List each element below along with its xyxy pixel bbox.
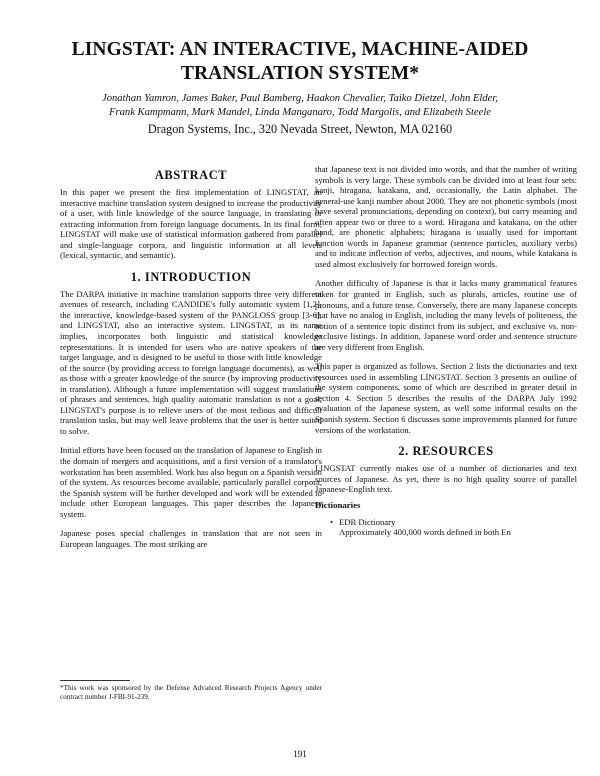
body-paragraph-3: This paper is organized as follows. Section 2 lists the dictionaries and text resources used in assembling LINGSTAT. Section 3 presents an outline of the system components, some of which are described in greater detail in section 4. Section 5 describes the results of the DARPA July 1992 evaluation of the Japanese system, as well some informal results on the Spanish system. Section 6 discusses some improvements planned for future versions of the workstation. (315, 361, 577, 435)
title-line-1: LINGSTAT: AN INTERACTIVE, MACHINE-AIDED (71, 39, 529, 60)
abstract-heading: ABSTRACT (154, 168, 228, 182)
bullet-icon: • (329, 516, 333, 527)
list-item (315, 517, 577, 528)
footnote: *This work was sponsored by the Defense Advanced Research Projects Agency under contract number J-FBI-91-239. (60, 684, 322, 701)
resources-heading: 2. RESOURCES (398, 444, 494, 459)
left-column (60, 168, 322, 549)
body-paragraph-2: Another difficulty of Japanese is that it lacks many grammatical features taken for granted in English, such as plurals, articles, routine use of pronouns, and a future tense. Conversely, there are many Japanese concepts that have no analog in English, including the many levels of politeness, the notion of a sentence topic distinct from its subject, and exclusive vs. non-exclusive listings. In addition, Japanese word order and sentence structure are very different from English. (315, 278, 577, 352)
authors-line-2: Frank Kampmann, Mark Mandel, Linda Manganaro, Todd Margolis, and Elizabeth Steele (109, 107, 491, 118)
affiliation: Dragon Systems, Inc., 320 Nevada Street, Newton, MA 02160 (147, 122, 453, 136)
resources-paragraph: LINGSTAT currently makes use of a number of dictionaries and text sources of Japanese. As yet, there is no high quality source of parallel Japanese-English text. (315, 463, 577, 495)
footnote-rule (60, 680, 130, 681)
paper-title (40, 38, 560, 86)
list-item-text: Approximately 400,000 words defined in both En (339, 527, 511, 538)
intro-paragraph-1: The DARPA initiative in machine translation supports three very different avenues of research, including CANDIDE's fully automatic system [1,2], the interactive, knowledge-based system of the PANGLOSS group [3-6], and LINGSTAT, also an interactive system. LINGSTAT, as its name implies, incorporates both linguistic and statistical knowledge representations. It is intended for users who are native speakers of the target language, and is designed to be useful to those with little knowledge of the source (by providing access to foreign language documents), as well as those with a greater knowledge of the source (by improving productivity in translation). Although a future implementation will suggest translations of phrases and sentences, high quality automatic translation is not a goal; LINGSTAT's purpose is to relieve users of the most tedious and difficult translation tasks, but may well leave problems that the user is better suited to solve. (60, 288, 322, 436)
intro-paragraph-2: Initial efforts have been focused on the translation of Japanese to English in the domain of mergers and acquisitions, and a first version of a translator's workstation has been assembled. Work has also begun on a Spanish version of the system. As resources become available, particularly parallel corpora, the Spanish system will be further developed and work will be extended to include other European languages. This paper describes the Japanese system. (60, 445, 322, 519)
body-paragraph-1: that Japanese text is not divided into words, and that the number of writing symbols is very large. These symbols can be divided into at least four sets: kanji, hiragana, katakana, and, occasionally, the Latin alphabet. The general-use kanji number about 2000. They are not phonetic symbols (most have several pronunciations, depending on context), but carry meaning and often appear two or three to a word. Hiragana and katakana, on the other hand, are phonetic alphabets; hiragana is usually used for important function words in Japanese grammar (sentence particles, auxiliary verbs) and to indicate inflection of verbs, adjectives, and nouns, while katakana is used almost exclusively for borrowed foreign words. (315, 164, 577, 269)
dictionaries-subheading: Dictionaries (315, 499, 361, 510)
author-list (40, 92, 560, 120)
title-line-2: TRANSLATION SYSTEM* (180, 63, 420, 84)
page-number: 191 (293, 749, 307, 759)
list-item-title: EDR Dictionary (339, 516, 396, 527)
intro-paragraph-3: Japanese poses special challenges in translation that are not seen in European languages. The most striking are (60, 528, 322, 549)
right-column (315, 164, 577, 538)
authors-line-1: Jonathan Yamron, James Baker, Paul Bamberg, Haakon Chevalier, Taiko Dietzel, John Elder, (102, 93, 498, 104)
abstract-text: In this paper we present the first implementation of LINGSTAT, an interactive machine translation system designed to increase the productivity of a user, with little knowledge of the source language, in translating or extracting information from foreign language documents. In its final form, LINGSTAT will make use of statistical information gathered from parallel and single-language corpora, and linguistic information at all levels (lexical, syntactic, and semantic). (60, 187, 322, 261)
introduction-heading: 1. INTRODUCTION (130, 269, 252, 284)
